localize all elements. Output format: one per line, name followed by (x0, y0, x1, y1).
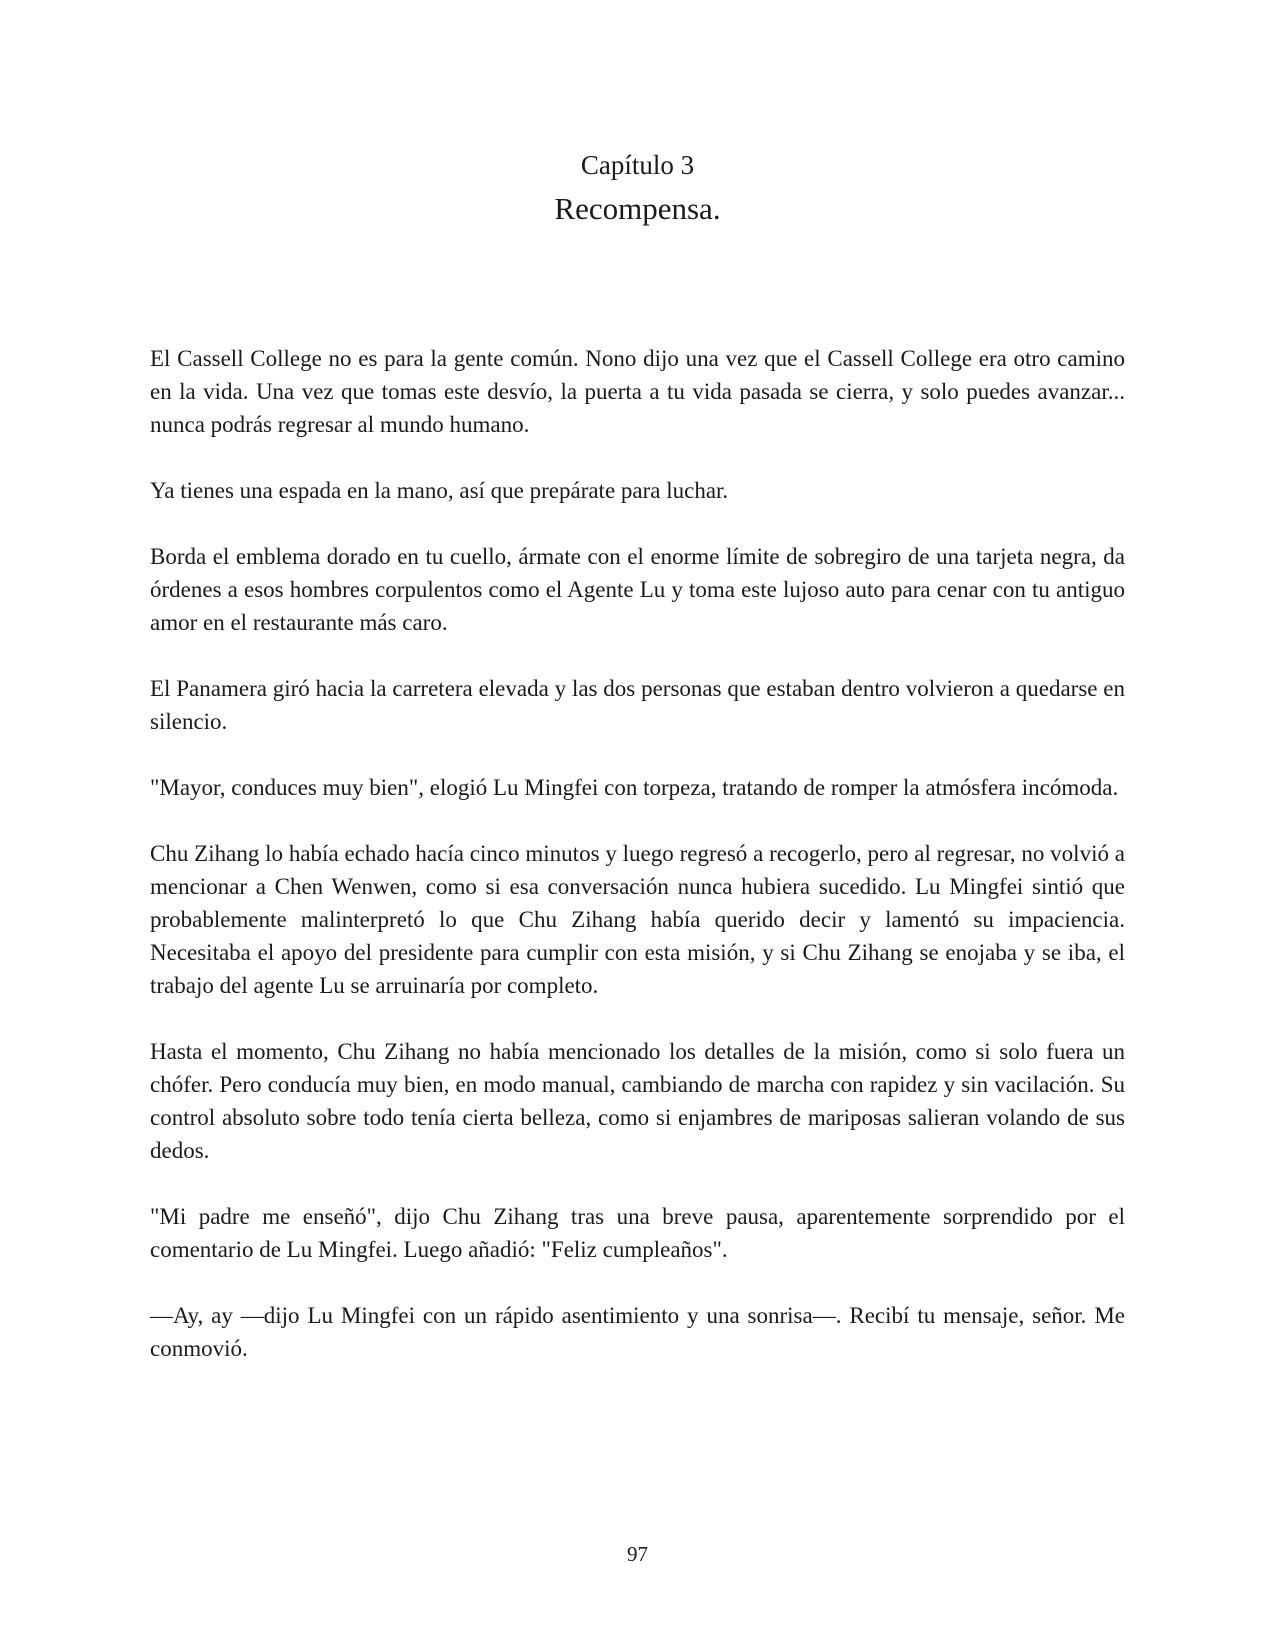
paragraph: "Mi padre me enseñó", dijo Chu Zihang tras una breve pausa, aparentemente sorprendido por el comentario de Lu Mingfei. Luego añadió: "Feliz cumpleaños". (150, 1204, 1125, 1262)
paragraph: El Panamera giró hacia la carretera elevada y las dos personas que estaban dentro volvieron a quedarse en silencio. (150, 676, 1125, 734)
page-number: 97 (627, 1542, 648, 1566)
paragraph: El Cassell College no es para la gente común. Nono dijo una vez que el Cassell College era otro camino en la vida. Una vez que tomas este desvío, la puerta a tu vida pasada se cierra, y solo puedes avanzar... nunca podrás regresar al mundo humano. (150, 346, 1125, 437)
paragraph: Borda el emblema dorado en tu cuello, ármate con el enorme límite de sobregiro de una tarjeta negra, da órdenes a esos hombres corpulentos como el Agente Lu y toma este lujoso auto para cenar con tu antiguo amor en el restaurante más caro. (150, 544, 1125, 635)
chapter-title: Recompensa. (554, 191, 721, 226)
chapter-body (150, 342, 1125, 1398)
paragraph: "Mayor, conduces muy bien", elogió Lu Mingfei con torpeza, tratando de romper la atmósfera incómoda. (150, 775, 1119, 800)
paragraph: Chu Zihang lo había echado hacía cinco minutos y luego regresó a recogerlo, pero al regresar, no volvió a mencionar a Chen Wenwen, como si esa conversación nunca hubiera sucedido. Lu Mingfei sintió que probablemente malinterpretó lo que Chu Zihang había querido decir y lamentó su impaciencia. Necesitaba el apoyo del presidente para cumplir con esta misión, y si Chu Zihang se enojaba y se iba, el trabajo del agente Lu se arruinaría por completo. (150, 841, 1125, 998)
paragraph: Ya tienes una espada en la mano, así que prepárate para luchar. (150, 478, 729, 503)
paragraph: Hasta el momento, Chu Zihang no había mencionado los detalles de la misión, como si solo fuera un chófer. Pero conducía muy bien, en modo manual, cambiando de marcha con rapidez y sin vacilación. Su control absoluto sobre todo tenía cierta belleza, como si enjambres de mariposas salieran volando de sus dedos. (150, 1039, 1125, 1163)
paragraph: —Ay, ay —dijo Lu Mingfei con un rápido asentimiento y una sonrisa—. Recibí tu mensaje, señor. Me conmovió. (150, 1303, 1125, 1361)
chapter-label: Capítulo 3 (580, 150, 695, 180)
